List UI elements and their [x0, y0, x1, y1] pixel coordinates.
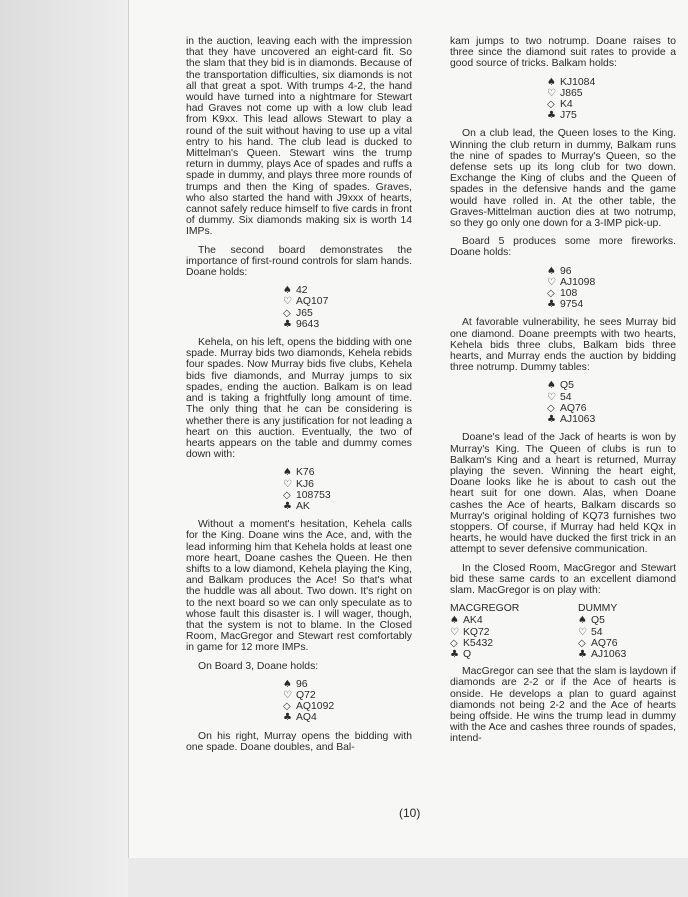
heart-icon: ♡: [547, 276, 556, 288]
clubs-holding: AJ1063: [591, 648, 627, 660]
spades-holding: KJ1084: [560, 76, 596, 88]
right-column: [450, 36, 676, 752]
club-icon: ♣: [547, 299, 556, 311]
heart-icon: ♡: [547, 391, 556, 403]
club-icon: ♣: [450, 648, 459, 660]
hearts-holding: 54: [560, 391, 572, 403]
spades-holding: 96: [560, 265, 572, 277]
hearts-holding: AJ1098: [560, 276, 596, 288]
bridge-hand: [547, 380, 676, 425]
hearts-holding: KQ72: [463, 626, 490, 638]
diamond-icon: ◇: [450, 637, 458, 649]
club-icon: ♣: [283, 318, 292, 330]
clubs-holding: AQ4: [296, 712, 317, 724]
spades-holding: 42: [296, 285, 308, 297]
paragraph: in the auction, leaving each with the impression that they have uncovered an eight-card fit. So the slam that they bid is in diamonds. Because of the transportation difficulties, six diamonds is not all that great a spot. With trumps 4-2, the hand would have turned into a nightmare for Stewart had Graves not come up with a low club lead from K9xx. This lead allows Stewart to play a round of the suit without having to use up a vital entry to his hand. The club lead is ducked to Mittelman's Queen. Stewart wins the trump return in dummy, plays Ace of spades and ruffs a spade in dummy, and plays three more rounds of trumps and then the King of spades. Graves, who also started the hand with J9xxx of hearts, cannot safely reduce himself to five cards in front of dummy. Six diamonds making six is worth 14 IMPs.: [186, 36, 412, 238]
paragraph: Kehela, on his left, opens the bidding with one spade. Murray bids two diamonds, Kehela rebids four spades. Now Murray bids five clubs, Kehela bids five diamonds, and Murray jumps to six spades, ending the auction. Balkam is on lead and is taking a frightfully long amount of time. The only thing that he can be considering is whether there is any justification for not leading a heart on this auction. Eventually, the two of hearts appears on the table and dummy comes down with:: [186, 337, 412, 461]
clubs-holding: 9643: [296, 318, 320, 330]
diamonds-holding: K4: [560, 99, 573, 111]
diamonds-holding: 108: [560, 288, 578, 300]
clubs-holding: AK: [296, 500, 310, 512]
diamond-icon: ◇: [283, 307, 291, 319]
two-hand-diagram: [450, 603, 676, 660]
diamonds-holding: J65: [296, 307, 313, 319]
club-icon: ♣: [578, 648, 587, 660]
diamonds-holding: AQ76: [560, 402, 587, 414]
hearts-holding: J865: [560, 87, 583, 99]
hearts-holding: KJ6: [296, 478, 314, 490]
paragraph: Doane's lead of the Jack of hearts is won by Murray's King. The Queen of clubs is run to Balkam's King and a heart is returned, Murray playing the seven. Winning the heart eight, Doane looks like he is about to cash out the heart suit for one down. Alas, when Doane cashes the Ace of hearts, Balkam discards so Murray's original holding of KQ73 furnishes two stoppers. Of course, if Murray had held KQx in hearts, he would have ducked the first trick in an attempt to sever defensive communication.: [450, 432, 676, 556]
paragraph: kam jumps to two notrump. Doane raises to three since the diamond suit rates to provide a good source of tricks. Balkam holds:: [450, 36, 676, 70]
spade-icon: ♠: [547, 76, 556, 88]
diamond-icon: ◇: [547, 99, 555, 111]
paragraph: At favorable vulnerability, he sees Murray bid one diamond. Doane preempts with two hearts, Kehela bids three clubs, Balkam bids three hearts, and Murray ends the auction by bidding three notrump. Dummy tables:: [450, 317, 676, 374]
club-icon: ♣: [283, 712, 292, 724]
spade-icon: ♠: [283, 285, 292, 297]
spades-holding: 96: [296, 678, 308, 690]
heart-icon: ♡: [283, 478, 292, 490]
paragraph: Without a moment's hesitation, Kehela calls for the King. Doane wins the Ace, and, with the lead informing him that Kehela holds at least one more heart, Doane cashes the Queen. He then shifts to a low diamond, Kehela playing the King, and Balkam produces the Ace! So that's what the huddle was all about. Two down. It's right on to the next board so we can only speculate as to whose fault this disaster is. I will wager, though, that the system is not to blame. In the Closed Room, MacGregor and Stewart rest comfortably in game for 12 more IMPs.: [186, 519, 412, 654]
hearts-holding: AQ107: [296, 296, 329, 308]
hearts-holding: Q72: [296, 689, 316, 701]
heart-icon: ♡: [450, 626, 459, 638]
diamonds-holding: K5432: [463, 637, 494, 649]
clubs-holding: J75: [560, 110, 577, 122]
club-icon: ♣: [547, 110, 556, 122]
left-column: [186, 36, 412, 760]
clubs-holding: AJ1063: [560, 414, 596, 426]
spade-icon: ♠: [547, 380, 556, 392]
paragraph: The second board demonstrates the importance of first-round controls for slam hands. Doane holds:: [186, 244, 412, 279]
spade-icon: ♠: [283, 678, 292, 690]
paragraph: In the Closed Room, MacGregor and Stewart bid these same cards to an excellent diamond slam. MacGregor is on play with:: [450, 562, 676, 596]
club-icon: ♣: [547, 414, 556, 426]
clubs-holding: Q: [463, 648, 472, 660]
club-icon: ♣: [283, 500, 292, 512]
paragraph: Board 5 produces some more fireworks. Doane holds:: [450, 236, 676, 259]
diamonds-holding: AQ76: [591, 637, 618, 649]
diamonds-holding: 108753: [296, 489, 331, 501]
paragraph: On a club lead, the Queen loses to the King. Winning the club return in dummy, Balkam runs the nine of spades to Murray's Queen, so the defense sets up its long club for two down. Exchange the King of clubs and the Queen of spades in the defensive hands and the game would have rolled in. At the other table, the Graves-Mittelman auction dies at two notrump, so they go only one down for a 3-IMP pick-up.: [450, 128, 676, 230]
spades-holding: Q5: [560, 380, 574, 392]
hand-label: DUMMY: [578, 603, 618, 615]
bridge-hand: [283, 679, 412, 724]
diamonds-holding: AQ1092: [296, 701, 335, 713]
spades-holding: Q5: [591, 615, 605, 627]
dummy-hand: [578, 603, 668, 660]
heart-icon: ♡: [283, 689, 292, 701]
magazine-page: [128, 0, 688, 858]
clubs-holding: 9754: [560, 299, 584, 311]
paragraph: MacGregor can see that the slam is laydown if diamonds are 2-2 or if the Ace of hearts is onside. He develops a plan to guard against diamonds not being 2-2 and the Ace of hearts being offside. He wins the trump lead in dummy with the Ace and cashes three rounds of spades, intend-: [450, 666, 676, 745]
heart-icon: ♡: [283, 296, 292, 308]
heart-icon: ♡: [578, 626, 587, 638]
scan-margin: [0, 0, 128, 897]
spade-icon: ♠: [578, 615, 587, 627]
spade-icon: ♠: [450, 615, 459, 627]
macgregor-hand: [450, 603, 540, 660]
diamond-icon: ◇: [283, 489, 291, 501]
bridge-hand: [283, 285, 412, 330]
bridge-hand: [547, 266, 676, 311]
hand-label: MACGREGOR: [450, 603, 520, 615]
bridge-hand: [283, 467, 412, 512]
hearts-holding: 54: [591, 626, 603, 638]
paragraph: On Board 3, Doane holds:: [198, 660, 319, 672]
spade-icon: ♠: [283, 467, 292, 479]
page-number: (10): [399, 806, 421, 820]
heart-icon: ♡: [547, 87, 556, 99]
diamond-icon: ◇: [547, 288, 555, 300]
diamond-icon: ◇: [283, 701, 291, 713]
paragraph: On his right, Murray opens the bidding with one spade. Doane doubles, and Bal-: [186, 730, 412, 753]
diamond-icon: ◇: [547, 402, 555, 414]
bridge-hand: [547, 77, 676, 122]
diamond-icon: ◇: [578, 637, 586, 649]
spades-holding: AK4: [463, 615, 483, 627]
spades-holding: K76: [296, 467, 315, 479]
spade-icon: ♠: [547, 265, 556, 277]
